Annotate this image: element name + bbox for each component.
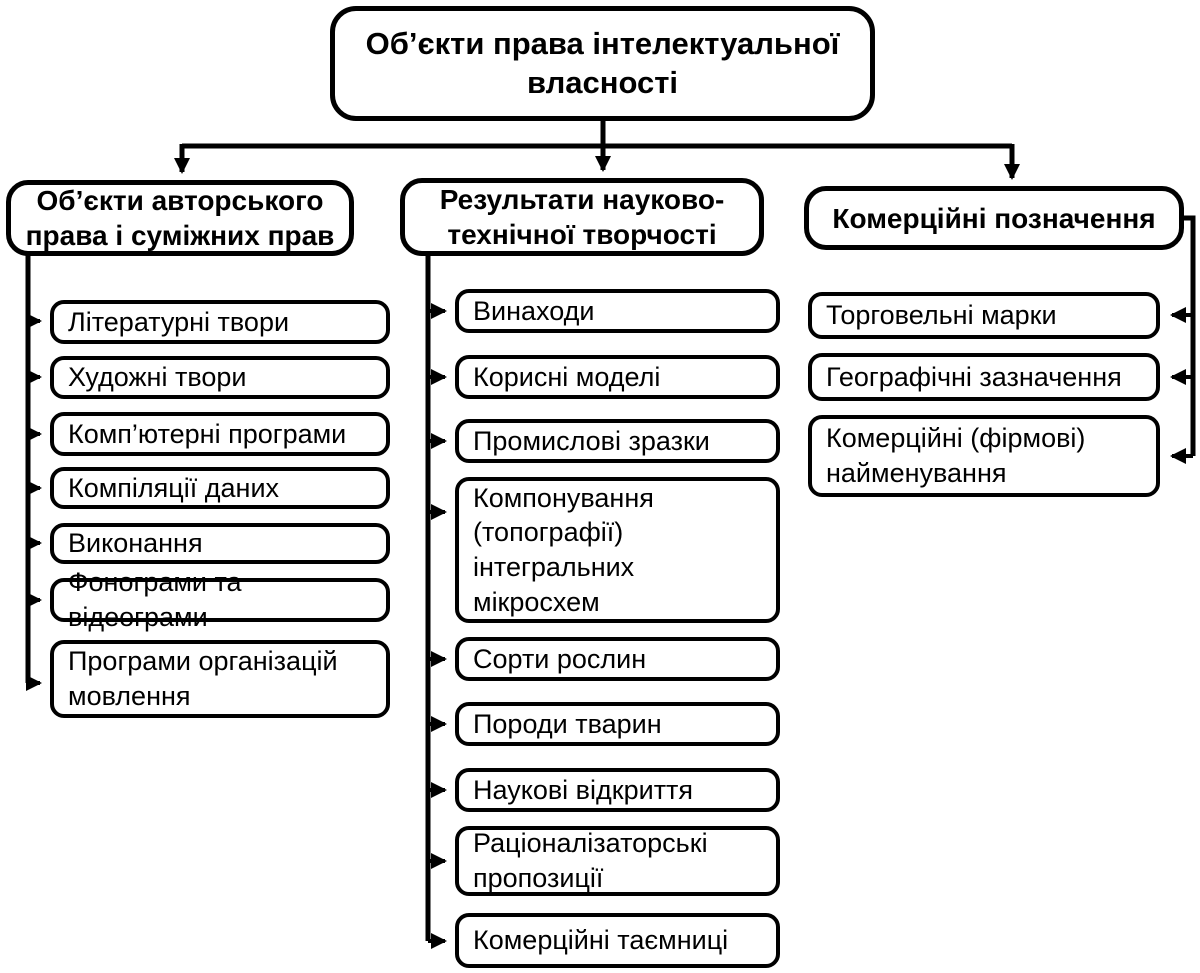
item-label: Корисні моделі [473,361,661,392]
item-box-trade-secrets [455,913,780,968]
item-label: Торговельні марки [826,300,1057,331]
item-label: Компонування (топографії) інтегральних мікросхем [473,482,654,617]
column-header-label: Комерційні позначення [832,202,1156,234]
item-box-inventions [455,289,780,333]
item-label: Винаходи [473,295,595,326]
item-label: Раціоналізаторські пропозиції [473,828,708,893]
item-box-literary-works [50,300,390,344]
item-box-rationalization-proposals [455,826,780,896]
item-label: Фонограми та відеограми [68,567,242,632]
item-label: Літературні твори [68,306,290,337]
item-box-ic-topographies [455,477,780,623]
item-label: Виконання [68,528,203,559]
column-header-scitech [400,178,764,256]
column-header-commercial [804,186,1184,250]
item-box-data-compilations [50,467,390,509]
root-box [330,6,875,121]
column-header-label: Результати науково-технічної творчості [439,184,725,250]
item-box-artistic-works [50,356,390,399]
item-box-industrial-designs [455,419,780,463]
item-box-performances [50,523,390,564]
item-box-computer-programs [50,412,390,456]
item-label: Промислові зразки [473,425,710,456]
item-label: Комп’ютерні програми [68,418,347,449]
item-label: Географічні зазначення [826,361,1122,392]
item-box-scientific-discoveries [455,768,780,812]
item-box-utility-models [455,355,780,399]
item-label: Наукові відкриття [473,774,694,805]
item-box-commercial-names [808,415,1160,497]
item-label: Компіляції даних [68,472,280,503]
item-box-broadcast-programs [50,640,390,718]
item-label: Породи тварин [473,708,662,739]
commercial-trunk [1184,218,1193,456]
item-box-geographical-indications [808,353,1160,401]
item-box-trademarks [808,292,1160,339]
item-label: Сорти рослин [473,643,647,674]
item-label: Комерційні таємниці [473,925,729,956]
item-box-phonograms-videograms [50,567,390,632]
column-header-copyright [6,180,354,256]
column-header-label: Об’єкти авторського права і суміжних прав [25,185,335,251]
item-label: Програми організацій мовлення [68,646,338,711]
root-label: Об’єкти права інтелектуальної власності [365,25,840,100]
item-label: Комерційні (фірмові) найменування [826,423,1086,488]
item-box-plant-varieties [455,637,780,681]
item-box-animal-breeds [455,702,780,746]
item-label: Художні твори [68,362,247,393]
